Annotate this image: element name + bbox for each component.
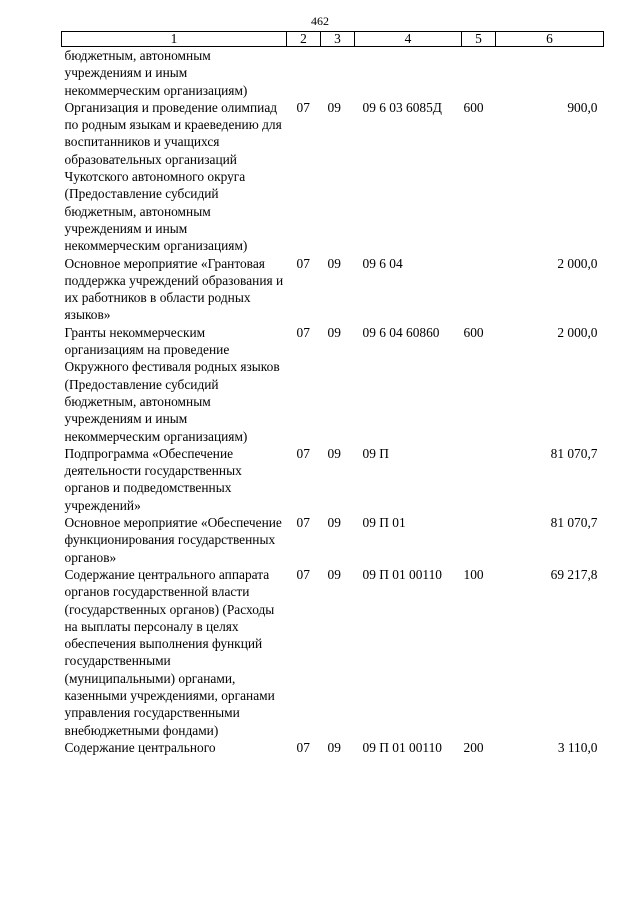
row-expense-type: 200 <box>463 739 484 755</box>
table-row <box>62 739 604 756</box>
row-name: бюджетным, автономным учреждениям и иным некоммерческим организациям) <box>64 48 248 98</box>
row-target-article: 09 П 01 00110 <box>362 566 442 582</box>
row-amount: 81 070,7 <box>550 515 598 531</box>
budget-table <box>61 31 604 756</box>
row-subsection: 09 <box>327 255 341 271</box>
row-amount <box>496 47 604 99</box>
row-subsection: 09 <box>327 445 341 461</box>
row-amount: 81 070,7 <box>550 445 598 461</box>
row-target-article: 09 П 01 00110 <box>362 739 442 755</box>
row-section: 07 <box>296 515 310 531</box>
row-target-article: 09 6 03 6085Д <box>362 99 442 115</box>
table-row <box>62 324 604 445</box>
header-row <box>62 32 604 47</box>
table-header <box>62 32 604 47</box>
row-section: 07 <box>296 566 310 582</box>
row-section: 07 <box>296 99 310 115</box>
row-name: Основное мероприятие «Обеспечение функционирования государственных органов» <box>64 515 282 565</box>
row-subsection: 09 <box>327 515 341 531</box>
row-expense-type: 100 <box>463 566 484 582</box>
row-expense-type <box>462 255 496 324</box>
row-name: Содержание центрального <box>64 739 216 755</box>
table-row <box>62 255 604 324</box>
row-subsection: 09 <box>327 99 341 115</box>
row-section: 07 <box>296 739 310 755</box>
row-target-article: 09 П 01 <box>362 515 406 531</box>
header-col-pr: 3 <box>321 32 355 47</box>
header-col-sum: 6 <box>496 32 604 47</box>
row-name: Подпрограмма «Обеспечение деятельности государственных органов и подведомственных учреждений» <box>64 445 242 513</box>
row-expense-type: 600 <box>463 99 484 115</box>
table-row <box>62 445 604 514</box>
header-col-name: 1 <box>62 32 287 47</box>
table-row <box>62 47 604 99</box>
row-expense-type: 600 <box>463 324 484 340</box>
table-row <box>62 514 604 566</box>
row-section: 07 <box>296 255 310 271</box>
table-row <box>62 99 604 255</box>
row-subsection: 09 <box>327 566 341 582</box>
row-amount: 69 217,8 <box>550 566 598 582</box>
row-expense-type <box>462 47 496 99</box>
table-row <box>62 566 604 739</box>
header-col-rz: 2 <box>287 32 321 47</box>
header-col-csr: 4 <box>355 32 462 47</box>
row-subsection: 09 <box>327 739 341 755</box>
row-target-article: 09 П <box>362 445 389 461</box>
row-amount: 2 000,0 <box>557 324 598 340</box>
row-section <box>287 47 321 99</box>
row-subsection: 09 <box>327 324 341 340</box>
table-body <box>62 47 604 757</box>
row-target-article: 09 6 04 <box>362 255 403 271</box>
row-name: Организация и проведение олимпиад по родным языкам и краеведению для воспитанников и учащихся образовательных организаций Чукотского автономного округа (Предоставление субсидий бюджетным, автономным учреждениям и иным некоммерческим организациям) <box>64 99 282 254</box>
row-target-article <box>355 47 462 99</box>
row-name: Основное мероприятие «Грантовая поддержка учреждений образования и их работников в области родных языков» <box>64 255 284 323</box>
header-col-vr: 5 <box>462 32 496 47</box>
row-name: Гранты некоммерческим организациям на проведение Окружного фестиваля родных языков (Предоставление субсидий бюджетным, автономным учреждениям и иным некоммерческим организациям) <box>64 324 280 444</box>
row-section: 07 <box>296 324 310 340</box>
row-amount: 3 110,0 <box>557 739 598 755</box>
row-section: 07 <box>296 445 310 461</box>
row-amount: 900,0 <box>567 99 598 115</box>
row-amount: 2 000,0 <box>557 255 598 271</box>
row-expense-type <box>462 445 496 514</box>
row-target-article: 09 6 04 60860 <box>362 324 440 340</box>
row-name: Содержание центрального аппарата органов государственной власти (государственных органов) (Расходы на выплаты персоналу в целях обеспечения выполнения функций государственными (муниципальными) органами, казенными учреждениями, органами управления государственными внебюджетными фондами) <box>64 566 275 738</box>
page-number: 462 <box>311 14 329 28</box>
row-subsection <box>321 47 355 99</box>
row-expense-type <box>462 514 496 566</box>
